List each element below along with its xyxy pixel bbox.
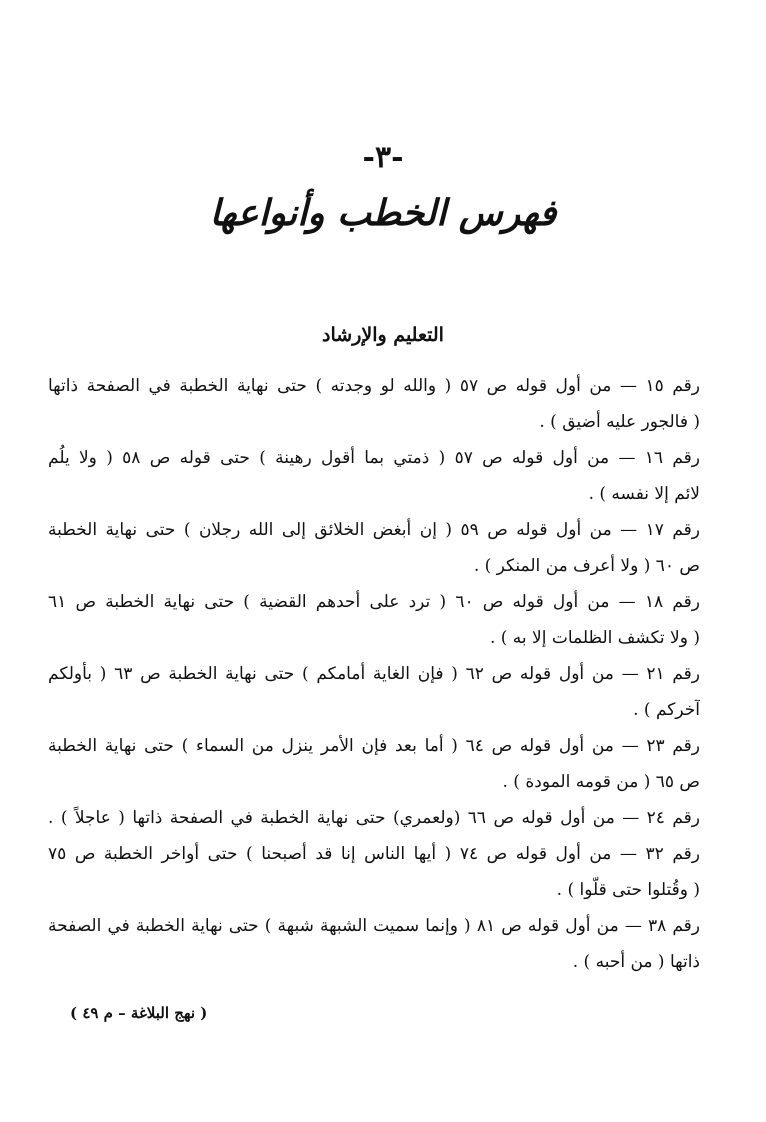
index-entry	[48, 440, 700, 512]
entry-line-1: رقم ٢٣ — من أول قوله ص ٦٤ ( أما بعد فإن الأمر ينزل من السماء ) حتى نهاية الخطبة	[48, 736, 700, 756]
page-number: -٣-	[362, 140, 404, 175]
index-entry	[48, 512, 700, 584]
index-entry	[48, 584, 700, 656]
scan-specks	[620, 66, 680, 76]
entry-line-1: رقم ٢١ — من أول قوله ص ٦٢ ( فإن الغاية أمامكم ) حتى نهاية الخطبة ص ٦٣ ( بأولكم	[48, 664, 700, 684]
index-entry	[48, 368, 700, 440]
entry-line-2: ص ٦٠ ( ولا أعرف من المنكر ) .	[473, 556, 700, 576]
entry-line-1: رقم ١٦ — من أول قوله ص ٥٧ ( ذمتي بما أقول رهينة ) حتى قوله ص ٥٨ ( ولا يلُم	[48, 448, 700, 468]
footer-note: ( نهج البلاغة – م ٤٩ )	[70, 1004, 208, 1022]
entry-line-1: رقم ٢٤ — من أول قوله ص ٦٦ (ولعمري) حتى نهاية الخطبة في الصفحة ذاتها ( عاجلاً ) .	[48, 808, 700, 828]
entry-line-1: رقم ٣٢ — من أول قوله ص ٧٤ ( أيها الناس إنا قد أصبحنا ) حتى أواخر الخطبة ص ٧٥	[48, 844, 700, 864]
entry-line-2: لائم إلا نفسه ) .	[588, 484, 700, 504]
index-entry	[48, 800, 700, 836]
entry-line-2: ( وقُتلوا حتى قلّوا ) .	[556, 880, 700, 900]
entry-line-2: ( ولا تكشف الظلمات إلا به ) .	[489, 628, 700, 648]
entry-line-1: رقم ٣٨ — من أول قوله ص ٨١ ( وإنما سميت الشبهة شبهة ) حتى نهاية الخطبة في الصفحة	[48, 916, 700, 936]
entry-line-1: رقم ١٨ — من أول قوله ص ٦٠ ( ترد على أحدهم القضية ) حتى نهاية الخطبة ص ٦١	[48, 592, 700, 612]
section-heading: التعليم والإرشاد	[322, 324, 444, 346]
index-entry	[48, 836, 700, 908]
entries-list	[48, 368, 700, 980]
entry-line-2: ( فالجور عليه أضيق ) .	[539, 412, 700, 432]
entry-line-1: رقم ١٥ — من أول قوله ص ٥٧ ( والله لو وجدته ) حتى نهاية الخطبة في الصفحة ذاتها	[48, 376, 700, 396]
index-entry	[48, 908, 700, 980]
index-entry	[48, 656, 700, 728]
index-entry	[48, 728, 700, 800]
page-title: فهرس الخطب وأنواعها	[209, 192, 557, 234]
entry-line-2: آخركم ) .	[633, 700, 700, 720]
entry-line-1: رقم ١٧ — من أول قوله ص ٥٩ ( إن أبغض الخلائق إلى الله رجلان ) حتى نهاية الخطبة	[48, 520, 700, 540]
entry-line-2: ص ٦٥ ( من قومه المودة ) .	[502, 772, 700, 792]
entry-line-2: ذاتها ( من أحبه ) .	[572, 952, 700, 972]
